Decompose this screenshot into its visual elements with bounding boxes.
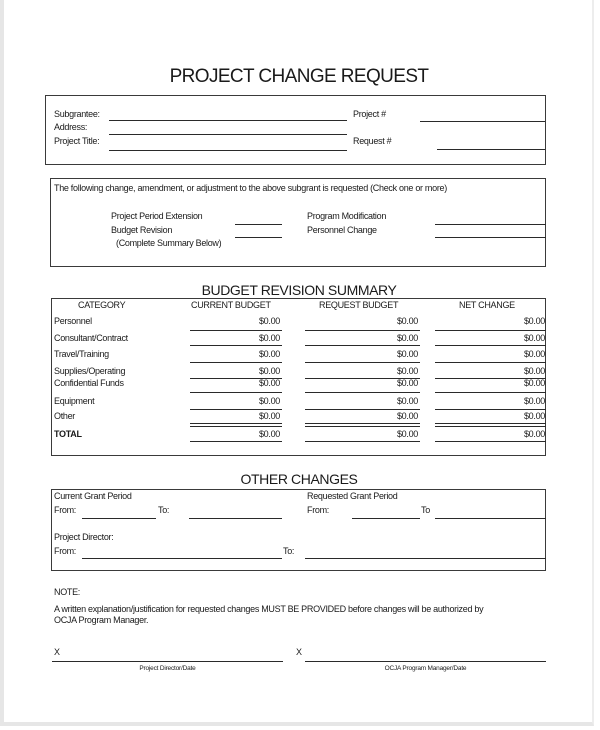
checkbox-program-modification[interactable] (435, 224, 546, 225)
row-travel-label: Travel/Training (54, 349, 109, 359)
checkbox-personnel-change[interactable] (435, 237, 546, 238)
requested-to-label: To (421, 505, 430, 515)
current-to-label: To: (158, 505, 170, 515)
checkbox-budget-revision[interactable] (235, 237, 282, 238)
row-divider (305, 345, 420, 346)
request-number-label: Request # (353, 136, 392, 146)
row-equipment-net: $0.00 (523, 396, 545, 406)
project-director-caption: Project Director/Date (139, 665, 196, 672)
total-divider (190, 423, 282, 427)
requested-grant-period-label: Requested Grant Period (307, 491, 398, 501)
other-changes-title: OTHER CHANGES (240, 471, 358, 487)
project-title-field[interactable] (109, 150, 347, 151)
row-other-label: Other (54, 411, 76, 421)
director-from-field[interactable] (82, 558, 282, 559)
row-confidential-net: $0.00 (523, 378, 545, 388)
current-to-field[interactable] (189, 518, 282, 519)
row-divider (190, 392, 282, 393)
row-divider (305, 362, 420, 363)
option-budget-revision: Budget Revision (111, 225, 173, 235)
request-number-field[interactable] (437, 149, 545, 150)
row-equipment-current[interactable]: $0.00 (258, 396, 280, 406)
note-text-line2: OCJA Program Manager. (54, 615, 149, 625)
page-title: PROJECT CHANGE REQUEST (169, 66, 429, 87)
row-supplies-net: $0.00 (523, 366, 545, 376)
row-total-request: $0.00 (396, 429, 418, 439)
project-number-label: Project # (353, 109, 386, 119)
row-divider (435, 362, 546, 363)
row-other-net: $0.00 (523, 411, 545, 421)
row-equipment-label: Equipment (54, 396, 95, 406)
current-from-field[interactable] (82, 518, 156, 519)
address-field[interactable] (109, 134, 347, 135)
row-divider (435, 330, 546, 331)
director-from-label: From: (54, 546, 76, 556)
row-supplies-label: Supplies/Operating (54, 366, 126, 376)
option-program-modification: Program Modification (307, 211, 387, 221)
row-supplies-request[interactable]: $0.00 (396, 366, 418, 376)
row-divider (190, 330, 282, 331)
note-heading: NOTE: (54, 587, 81, 597)
row-other-request[interactable]: $0.00 (396, 411, 418, 421)
project-number-field[interactable] (420, 121, 545, 122)
address-label: Address: (54, 122, 88, 132)
option-budget-revision-note: (Complete Summary Below) (116, 238, 222, 248)
row-equipment-request[interactable]: $0.00 (396, 396, 418, 406)
requested-to-field[interactable] (435, 518, 546, 519)
checkbox-project-period-extension[interactable] (235, 224, 282, 225)
signature-mark-left: X (54, 647, 60, 657)
option-project-period-extension: Project Period Extension (111, 211, 203, 221)
row-personnel-net: $0.00 (523, 316, 545, 326)
row-divider (190, 409, 282, 410)
budget-summary-title: BUDGET REVISION SUMMARY (201, 282, 397, 298)
project-director-label: Project Director: (54, 532, 114, 542)
row-divider (190, 345, 282, 346)
row-divider (190, 441, 282, 442)
column-header-category: CATEGORY (78, 300, 126, 310)
requested-from-label: From: (307, 505, 329, 515)
row-consultant-request[interactable]: $0.00 (396, 333, 418, 343)
row-divider (305, 409, 420, 410)
row-total-net: $0.00 (523, 429, 545, 439)
row-personnel-label: Personnel (54, 316, 92, 326)
row-divider (305, 330, 420, 331)
current-from-label: From: (54, 505, 76, 515)
total-divider (305, 423, 420, 427)
row-consultant-current[interactable]: $0.00 (258, 333, 280, 343)
row-divider (305, 441, 420, 442)
total-divider (435, 423, 546, 427)
subgrantee-field[interactable] (109, 120, 347, 121)
row-divider (435, 441, 546, 442)
row-divider (435, 392, 546, 393)
requested-from-field[interactable] (352, 518, 420, 519)
option-personnel-change: Personnel Change (307, 225, 377, 235)
row-personnel-request[interactable]: $0.00 (396, 316, 418, 326)
program-manager-signature-line[interactable] (305, 661, 546, 662)
row-consultant-net: $0.00 (523, 333, 545, 343)
column-header-net-change: NET CHANGE (459, 300, 515, 310)
column-header-current-budget: CURRENT BUDGET (191, 300, 271, 310)
row-divider (190, 362, 282, 363)
row-travel-request[interactable]: $0.00 (396, 349, 418, 359)
row-personnel-current[interactable]: $0.00 (258, 316, 280, 326)
row-divider (435, 409, 546, 410)
row-total-label: TOTAL (54, 429, 82, 439)
change-instruction: The following change, amendment, or adjustment to the above subgrant is requested (Check one or more) (54, 183, 447, 193)
row-confidential-request[interactable]: $0.00 (396, 378, 418, 388)
current-grant-period-label: Current Grant Period (54, 491, 132, 501)
row-travel-net: $0.00 (523, 349, 545, 359)
note-text-line1: A written explanation/justification for requested changes MUST BE PROVIDED before changes will be authorized by (54, 604, 484, 614)
row-consultant-label: Consultant/Contract (54, 333, 128, 343)
row-divider (305, 392, 420, 393)
row-supplies-current[interactable]: $0.00 (258, 366, 280, 376)
subgrantee-label: Subgrantee: (54, 109, 100, 119)
director-to-field[interactable] (305, 558, 546, 559)
signature-mark-right: X (296, 647, 302, 657)
director-to-label: To: (283, 546, 295, 556)
row-total-current: $0.00 (258, 429, 280, 439)
row-travel-current[interactable]: $0.00 (258, 349, 280, 359)
project-director-signature-line[interactable] (52, 661, 283, 662)
row-divider (435, 345, 546, 346)
row-confidential-label: Confidential Funds (54, 378, 124, 388)
project-title-label: Project Title: (54, 136, 100, 146)
row-confidential-current[interactable]: $0.00 (258, 378, 280, 388)
row-other-current[interactable]: $0.00 (258, 411, 280, 421)
column-header-request-budget: REQUEST BUDGET (319, 300, 399, 310)
header-info-box (45, 95, 546, 165)
program-manager-caption: OCJA Program Manager/Date (384, 665, 467, 672)
